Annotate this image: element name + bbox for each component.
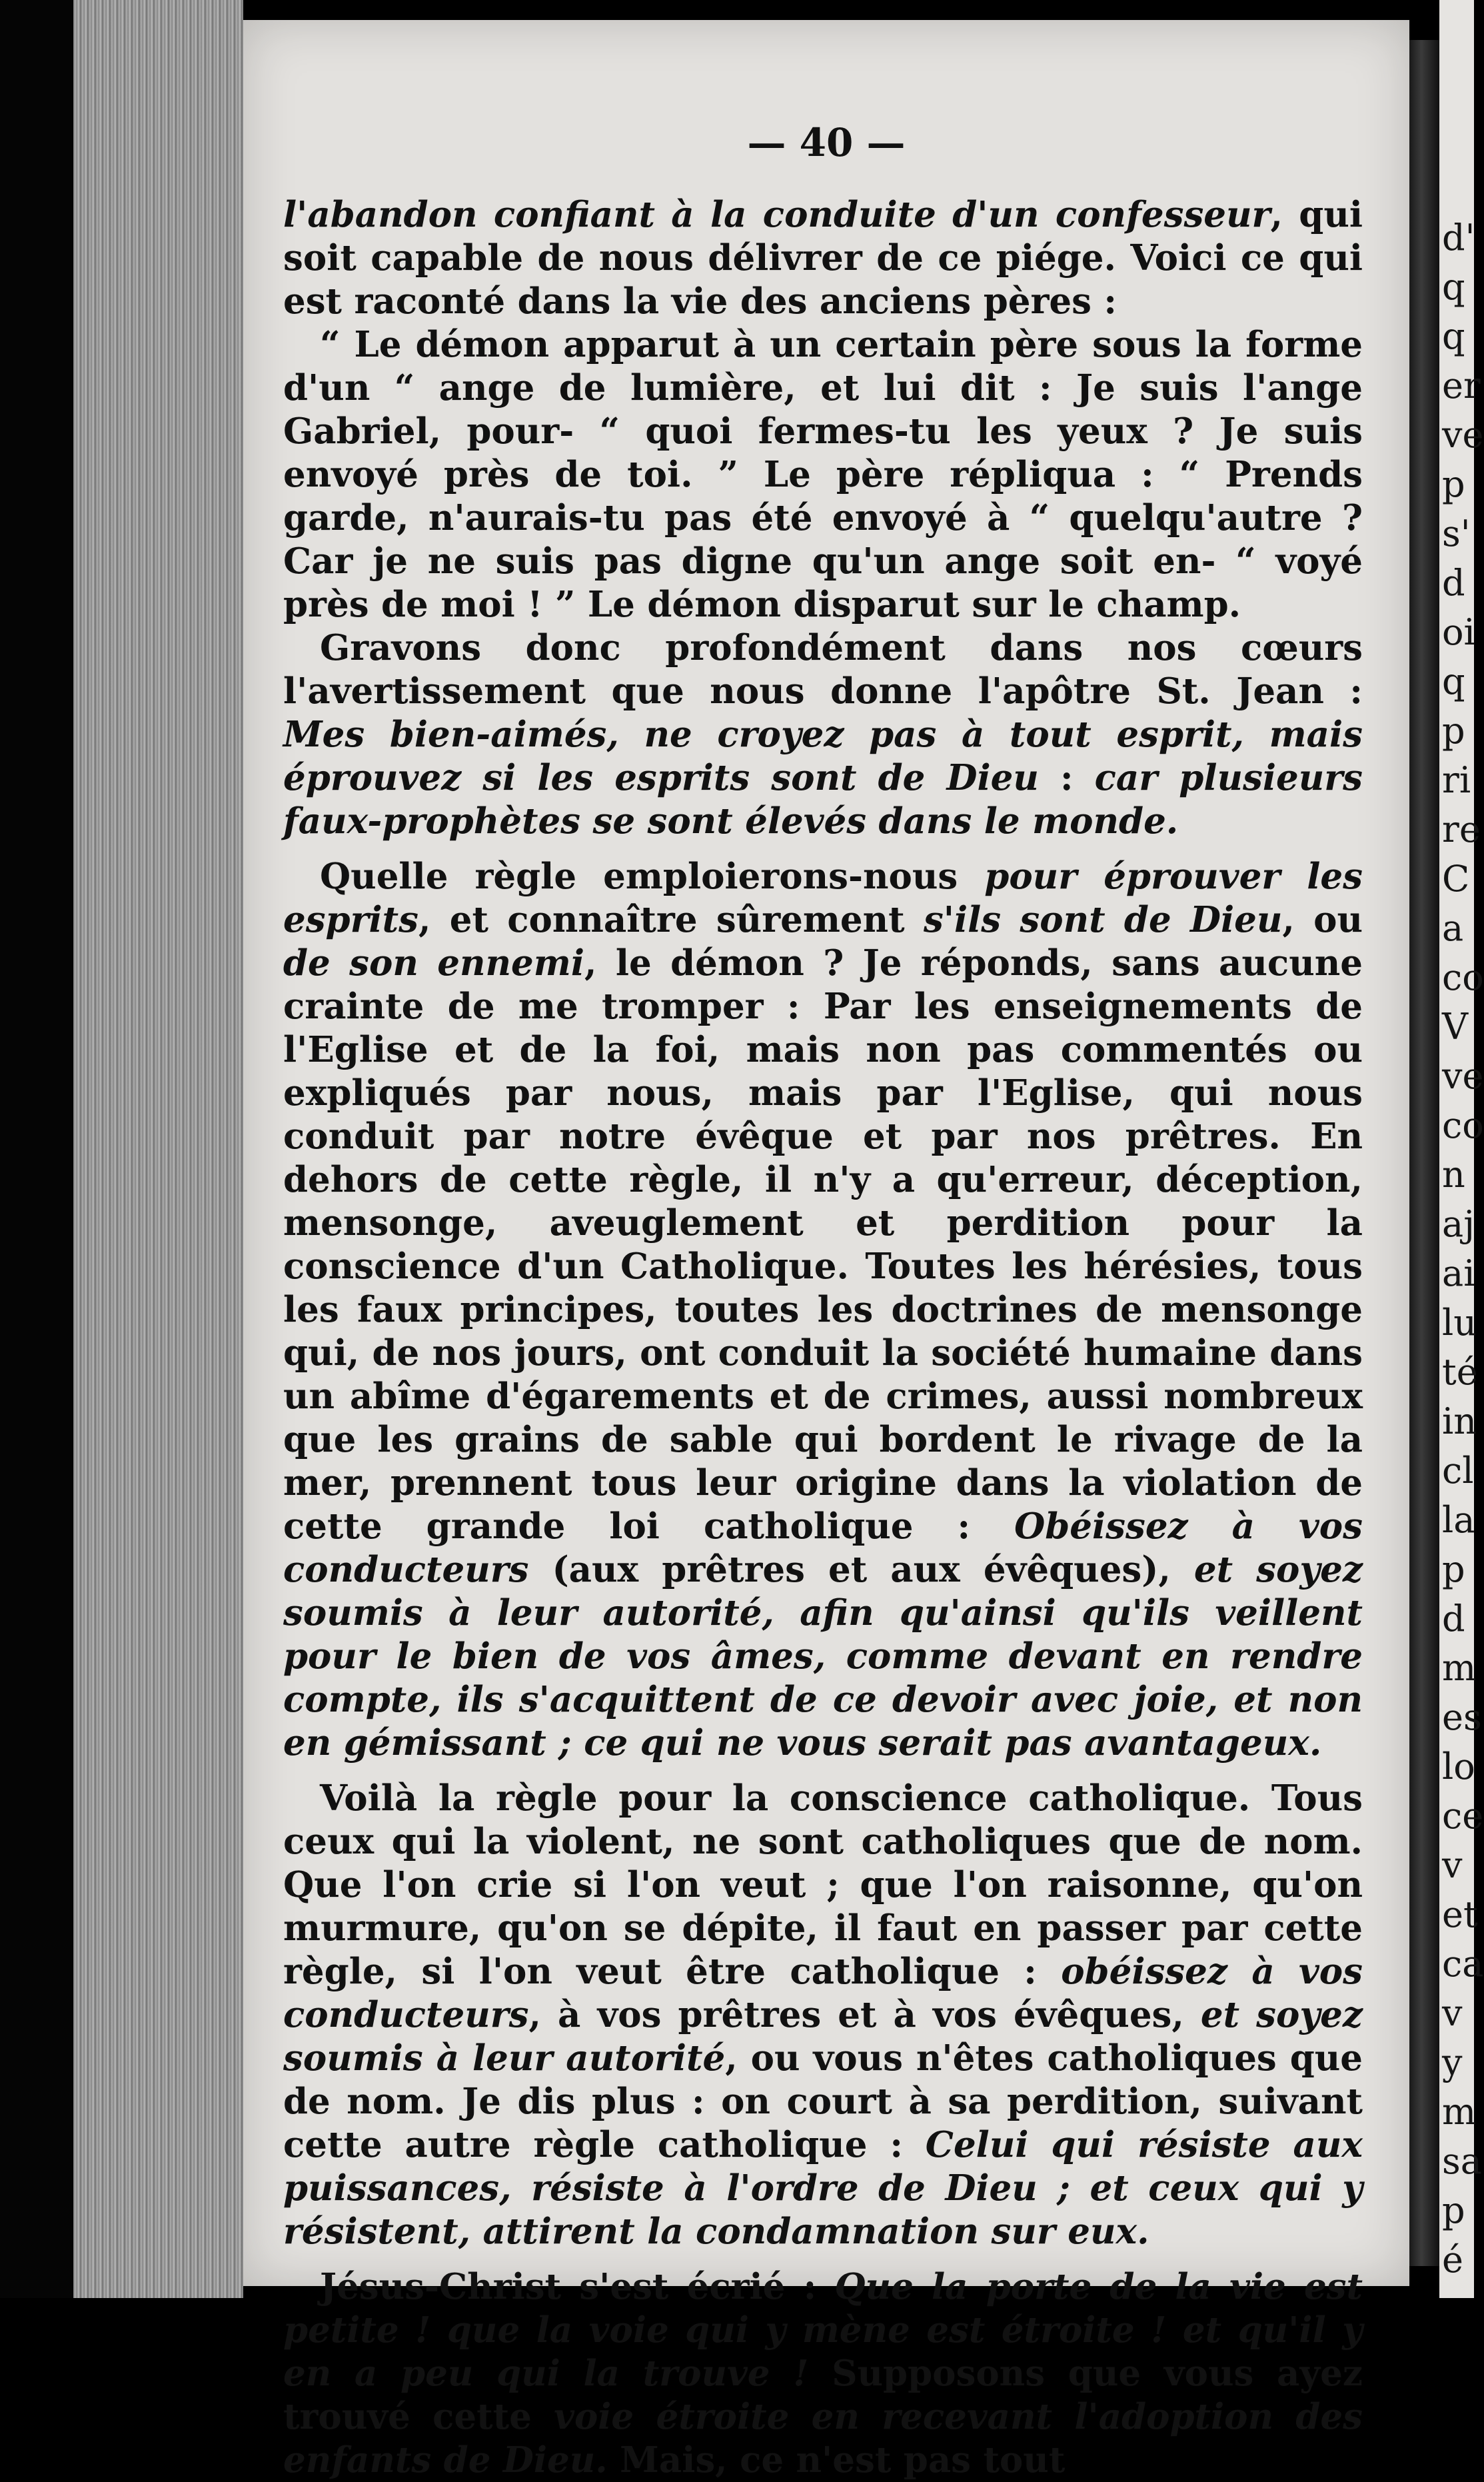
text-run: , ou vous n'êtes catholiques que de nom. Je dis plus : on court à sa perdition, suivant cette autre règle catholique : <box>283 2037 1363 2165</box>
facing-page-letters: d' <box>1442 217 1475 259</box>
page-number: — 40 — <box>747 120 906 165</box>
facing-page-letters: n <box>1442 1154 1465 1196</box>
paragraph <box>283 2265 1363 2482</box>
facing-page-letters: v <box>1442 1992 1463 2034</box>
scan-border-left <box>0 0 80 2298</box>
facing-page-letters: es <box>1442 1696 1482 1738</box>
facing-page-letters: p <box>1442 710 1465 752</box>
paragraph <box>283 855 1363 1765</box>
facing-page-letters: q <box>1442 660 1465 702</box>
facing-page-letters: té <box>1442 1351 1478 1393</box>
facing-page-letters: s' <box>1442 513 1471 555</box>
facing-page-letters: é <box>1442 2239 1463 2281</box>
book-page-edges <box>73 0 243 2298</box>
italic-text-run: Celui qui résiste aux puissances, résiste à l'ordre de Dieu ; et ceux qui y résistent, attirent la condamnation sur eux. <box>283 2124 1363 2252</box>
text-run: , à vos prêtres et à vos évêques, <box>528 1994 1201 2035</box>
text-run: Jésus-Christ s'est écrié : <box>320 2266 835 2307</box>
text-run: , ou <box>1282 899 1363 940</box>
italic-text-run: Obéissez à vos conducteurs <box>283 1506 1363 1590</box>
italic-text-run: s'ils sont de Dieu <box>923 899 1283 940</box>
facing-page-letters: re <box>1442 808 1481 850</box>
text-run: , qui soit capable de nous délivrer de ce piége. Voici ce qui est raconté dans la vie des anciens pères : <box>283 194 1363 322</box>
text-run: (aux prêtres et aux évêques), <box>528 1549 1194 1590</box>
facing-page-letters: oi <box>1442 611 1475 653</box>
facing-page-letters: m <box>1442 1647 1477 1689</box>
italic-text-run: obéissez à vos conducteurs <box>283 1951 1363 2035</box>
text-run: : <box>1038 757 1095 798</box>
facing-page-letters: aj <box>1442 1203 1475 1245</box>
text-run: Gravons donc profondément dans nos cœurs l'avertissement que nous donne l'apôtre St. Jean : <box>283 627 1363 712</box>
italic-text-run: et soyez soumis à leur autorité, afin qu'ainsi qu'ils veillent pour le bien de vos âmes, comme devant en rendre compte, ils s'acquittent de ce devoir avec joie, et non en gémissant ; ce qui ne vous serait pas avantageux. <box>283 1549 1363 1764</box>
italic-text-run: de son ennemi <box>283 942 584 984</box>
text-run: Mais, ce n'est pas tout <box>607 2439 1066 2481</box>
facing-page-letters: p <box>1442 463 1465 505</box>
text-run: Voilà la règle pour la conscience catholique. Tous ceux qui la violent, ne sont catholiques que de nom. Que l'on crie si l'on veut ; que l'on raisonne, qu'on murmure, qu'on se dépite, il faut en passer par cette règle, si l'on veut être catholique : <box>283 1778 1363 1992</box>
facing-page-letters: q <box>1442 266 1465 308</box>
text-run: Supposons que vous ayez trouvé cette <box>283 2353 1363 2437</box>
facing-page-letters: V <box>1442 1006 1468 1048</box>
facing-page-letters: d <box>1442 562 1465 604</box>
facing-page-letters: lo <box>1442 1746 1475 1788</box>
paragraph <box>283 1777 1363 2253</box>
facing-page-letters: y <box>1442 2041 1463 2083</box>
book-page <box>243 20 1409 2481</box>
italic-text-run: voie étroite en recevant l'adoption des enfants de Dieu. <box>283 2396 1363 2481</box>
book-gutter <box>1409 40 1439 2266</box>
italic-text-run: Mes bien-aimés, ne croyez pas à tout esprit, mais éprouvez si les esprits sont de Dieu <box>283 714 1363 798</box>
text-run: “ Le démon apparut à un certain père sous la forme d'un “ ange de lumière, et lui dit : Je suis l'ange Gabriel, pour- “ quoi fermes-tu les yeux ? Je suis envoyé près de toi. ” Le père répliqua : “ Prends garde, n'aurais-tu pas été envoyé à “ quelqu'autre ? Car je ne suis pas digne qu'un ange soit en- “ voyé près de moi ! ” Le démon disparut sur le champ. <box>283 324 1363 625</box>
facing-page-letters: p <box>1442 2189 1465 2231</box>
facing-page-letters: cl <box>1442 1450 1474 1492</box>
paragraph <box>283 193 1363 323</box>
facing-page-letters: ve <box>1442 1055 1484 1097</box>
facing-page-letters: ri <box>1442 759 1471 801</box>
facing-page-letters: in <box>1442 1400 1477 1442</box>
italic-text-run: l'abandon confiant à la conduite d'un confesseur <box>283 194 1271 235</box>
facing-page-letters: a <box>1442 907 1464 949</box>
facing-page-letters: ca <box>1442 1943 1484 1985</box>
facing-page-letters: C <box>1442 858 1470 900</box>
facing-page-letters: er <box>1442 365 1481 407</box>
text-run: Quelle règle emploierons-nous <box>320 856 985 897</box>
facing-page-letters: ve <box>1442 414 1484 456</box>
facing-page-letters: ce <box>1442 1795 1484 1837</box>
text-run: , le démon ? Je réponds, sans aucune crainte de me tromper : Par les enseignements de l'Eglise et de la foi, mais non pas commentés ou expliqués par nous, mais par l'Eglise, qui nous conduit par notre évêque et par nos prêtres. En dehors de cette règle, il n'y a qu'erreur, déception, mensonge, aveuglement et perdition pour la conscience d'un Catholique. Toutes les hérésies, tous les faux principes, toutes les doctrines de mensonge qui, de nos jours, ont conduit la société humaine dans un abîme d'égarements et de crimes, aussi nombreux que les grains de sable qui bordent le rivage de la mer, prennent tous leur origine dans la violation de cette grande loi catholique : <box>283 942 1363 1547</box>
facing-page-letters: q <box>1442 315 1465 357</box>
facing-page-letters: co <box>1442 956 1484 998</box>
facing-page-letters: sa <box>1442 2140 1482 2182</box>
italic-text-run: car plusieurs faux-prophètes se sont élevés dans le monde. <box>283 757 1363 842</box>
facing-page-letters: la <box>1442 1499 1475 1541</box>
facing-page-fragment <box>1439 0 1484 2298</box>
facing-page-letters: ai <box>1442 1252 1475 1294</box>
italic-text-run: Que la porte de la vie est petite ! que la voie qui y mène est étroite ! et qu'il y en a peu qui la trouve ! <box>283 2266 1363 2394</box>
facing-page-letters: lu <box>1442 1302 1477 1344</box>
facing-page-letters: v <box>1442 1844 1463 1886</box>
paragraph <box>283 626 1363 843</box>
facing-page-letters: m <box>1442 2091 1477 2133</box>
italic-text-run: pour éprouver les esprits <box>283 856 1363 940</box>
facing-page-letters: et <box>1442 1893 1478 1935</box>
paragraph-quote <box>283 323 1363 626</box>
facing-page-letters: co <box>1442 1104 1484 1146</box>
italic-text-run: et soyez soumis à leur autorité <box>283 1994 1363 2079</box>
facing-page-letters: d <box>1442 1598 1465 1640</box>
page-body <box>283 193 1363 2482</box>
text-run: , et connaître sûrement <box>418 899 924 940</box>
facing-page-letters: p <box>1442 1548 1465 1590</box>
